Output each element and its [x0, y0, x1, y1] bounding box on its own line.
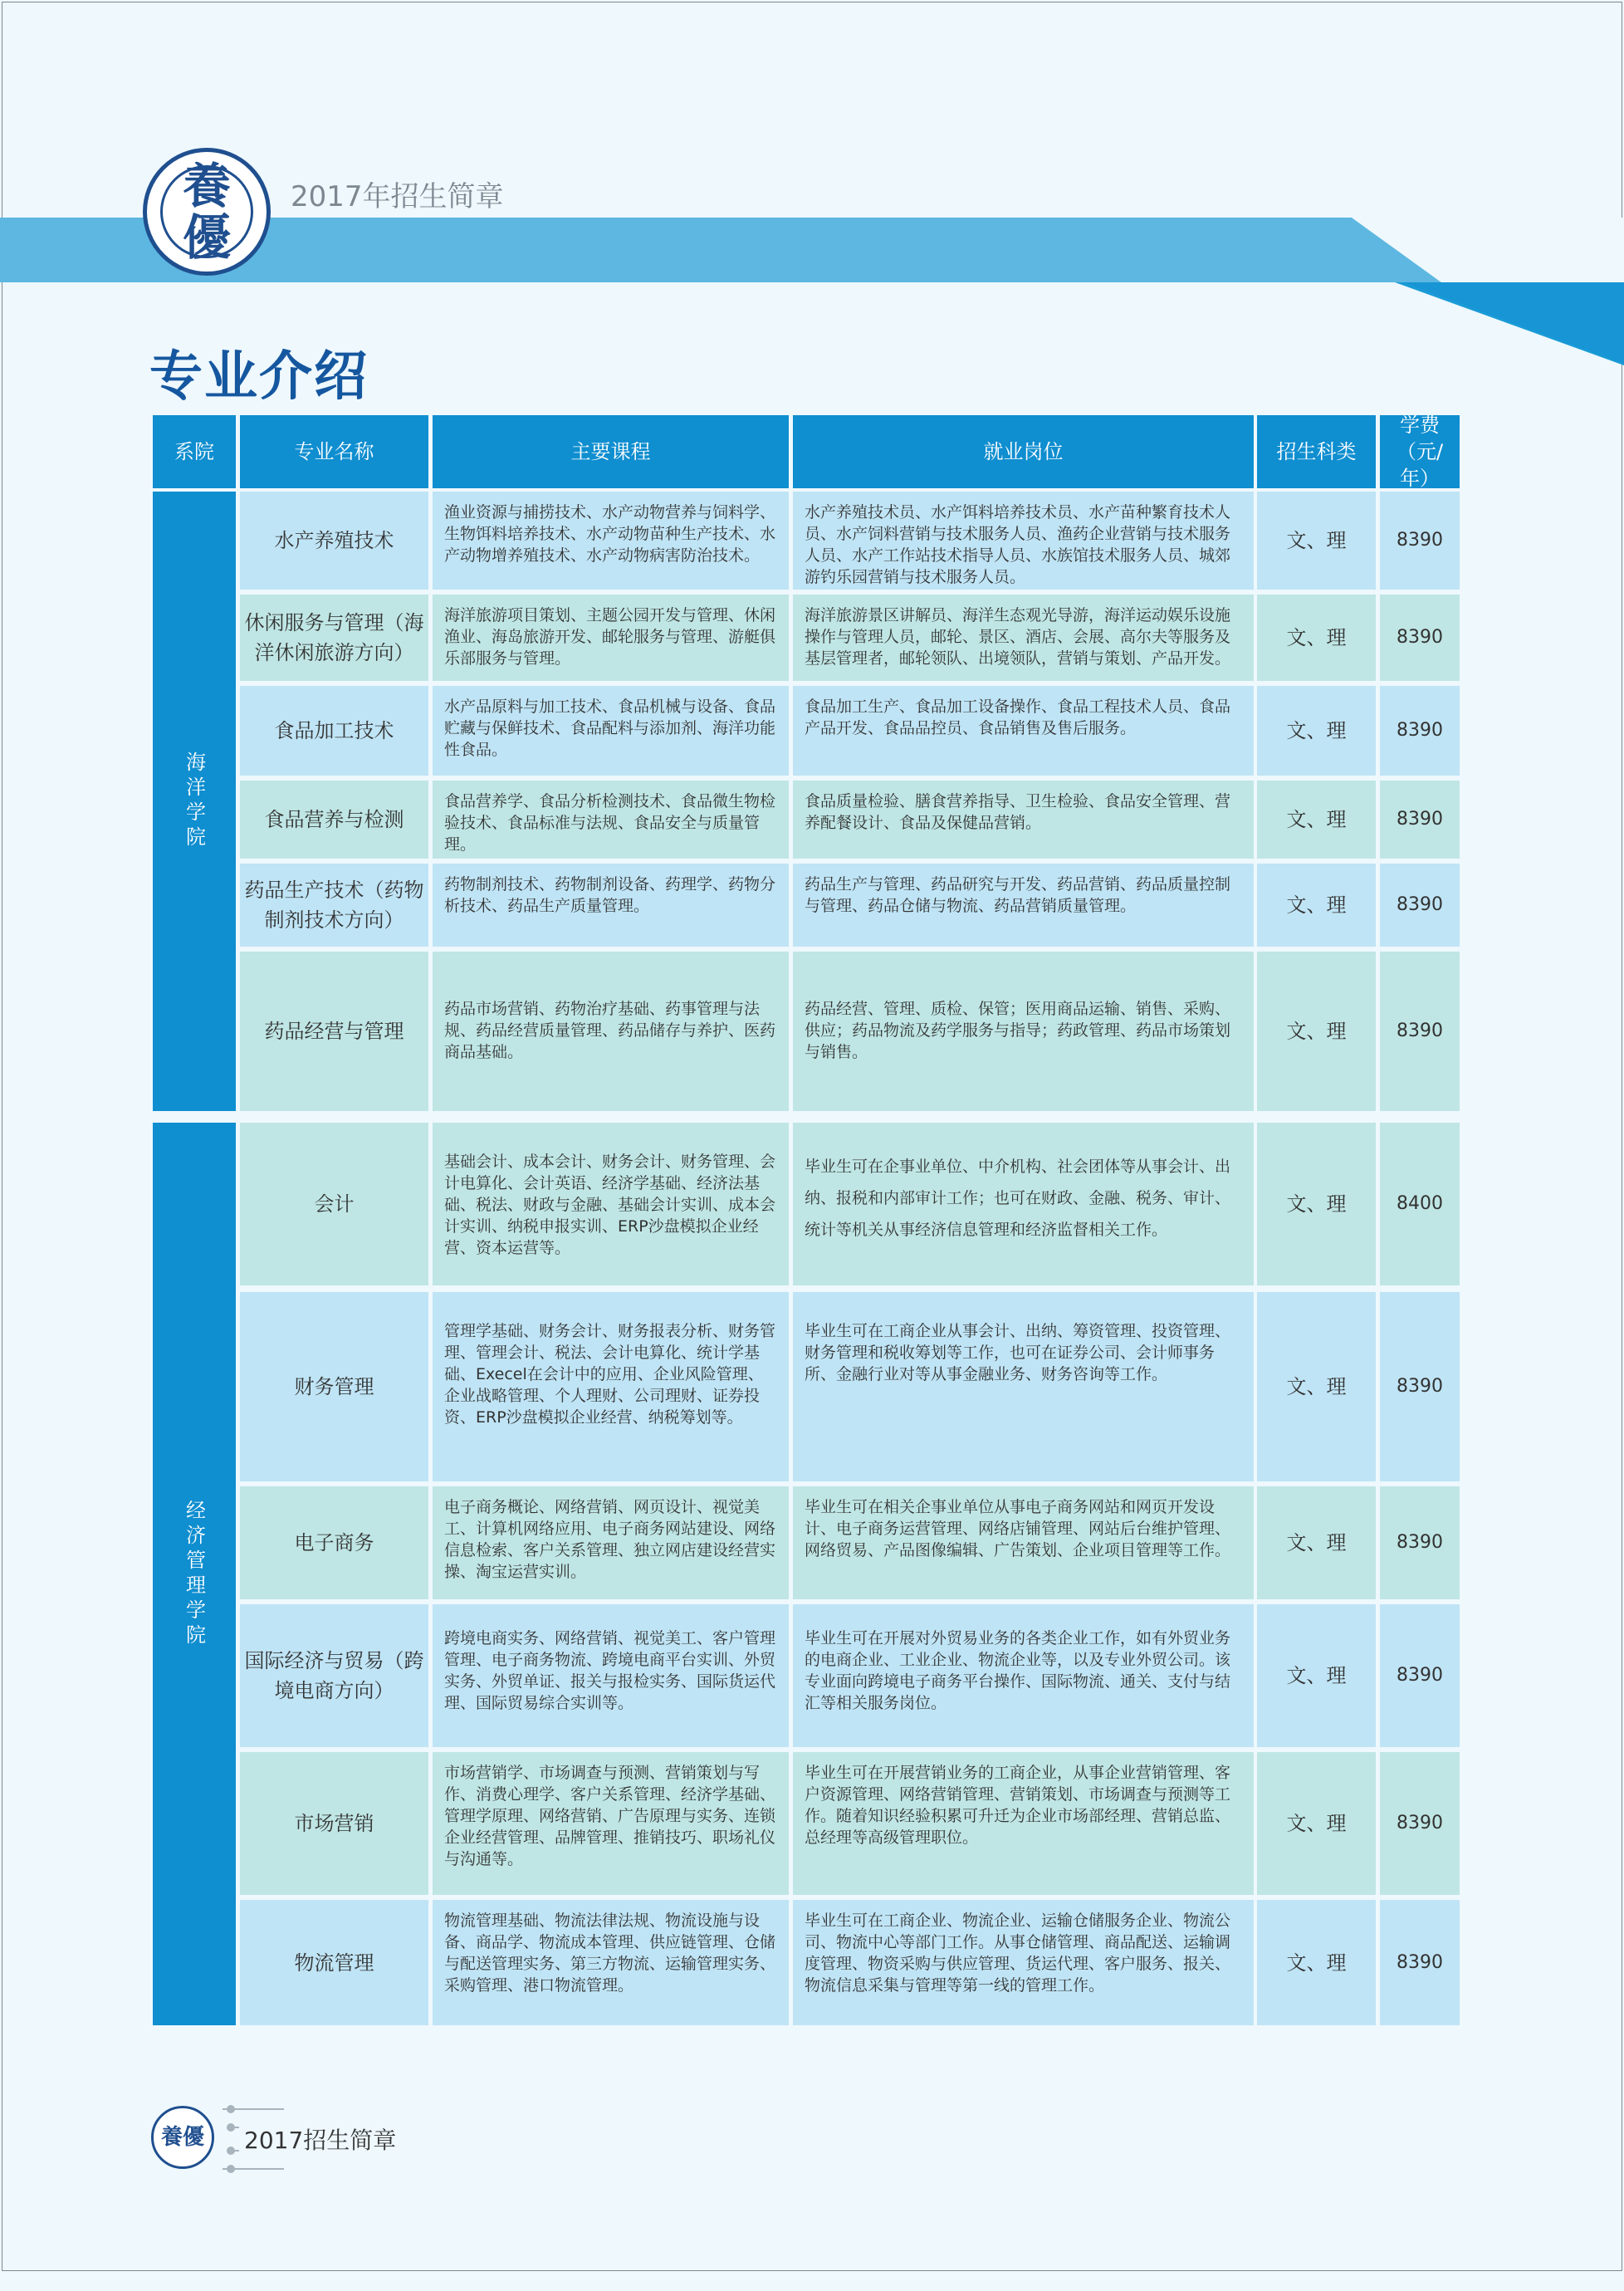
tuition-fee: 8390	[1380, 1604, 1460, 1747]
major-name: 药品经营与管理	[240, 952, 428, 1111]
admission-type: 文、理	[1257, 1486, 1376, 1599]
course-list: 物流管理基础、物流法律法规、物流设施与设备、商品学、物流成本管理、供应链管理、仓储与配送管理实务、第三方物流、运输管理实务、采购管理、港口物流管理。	[433, 1900, 789, 2025]
job-list: 毕业生可在工商企业从事会计、出纳、筹资管理、投资管理、财务管理和税收筹划等工作，也可在证券公司、会计师事务所、金融行业对等从事金融业务、财务咨询等工作。	[793, 1292, 1254, 1481]
header-type: 招生科类	[1257, 415, 1376, 488]
header-major: 专业名称	[240, 415, 428, 488]
header-college: 系院	[153, 415, 236, 488]
job-list: 毕业生可在相关企事业单位从事电子商务网站和网页开发设计、电子商务运营管理、网络店铺管理、网站后台维护管理、网络贸易、产品图像编辑、广告策划、企业项目管理等工作。	[793, 1486, 1254, 1599]
course-list: 药物制剂技术、药物制剂设备、药理学、药物分析技术、药品生产质量管理。	[433, 864, 789, 947]
footer-logo: 養優	[151, 2106, 214, 2169]
admission-type: 文、理	[1257, 686, 1376, 776]
admission-type: 文、理	[1257, 1752, 1376, 1895]
job-list: 水产养殖技术员、水产饵料培养技术员、水产苗种繁育技术人员、水产饲料营销与技术服务人员、渔药企业营销与技术服务人员、水产工作站技术指导人员、水族馆技术服务人员、城郊游钓乐园营销与技术服务人员。	[793, 492, 1254, 590]
tuition-fee: 8390	[1380, 595, 1460, 681]
tuition-fee: 8390	[1380, 492, 1460, 590]
job-list: 食品质量检验、膳食营养指导、卫生检验、食品安全管理、营养配餐设计、食品及保健品营销。	[793, 781, 1254, 859]
job-list: 药品经营、管理、质检、保管；医用商品运输、销售、采购、供应；药品物流及药学服务与指导；药政管理、药品市场策划与销售。	[793, 952, 1254, 1111]
course-list: 食品营养学、食品分析检测技术、食品微生物检验技术、食品标准与法规、食品安全与质量管理。	[433, 781, 789, 859]
major-name: 食品加工技术	[240, 686, 428, 776]
major-name: 水产养殖技术	[240, 492, 428, 590]
job-list: 毕业生可在企事业单位、中介机构、社会团体等从事会计、出纳、报税和内部审计工作；也可在财政、金融、税务、审计、统计等机关从事经济信息管理和经济监督相关工作。	[793, 1123, 1254, 1285]
course-list: 跨境电商实务、网络营销、视觉美工、客户管理管理、电子商务物流、跨境电商平台实训、外贸实务、外贸单证、报关与报检实务、国际货运代理、国际贸易综合实训等。	[433, 1604, 789, 1747]
major-name: 市场营销	[240, 1752, 428, 1895]
major-name: 国际经济与贸易（跨境电商方向）	[240, 1604, 428, 1747]
job-list: 毕业生可在工商企业、物流企业、运输仓储服务企业、物流公司、物流中心等部门工作。从事仓储管理、商品配送、运输调度管理、物资采购与供应管理、货运代理、客户服务、报关、物流信息采集与管理等第一线的管理工作。	[793, 1900, 1254, 2025]
major-name: 药品生产技术（药物制剂技术方向）	[240, 864, 428, 947]
college-ocean: 海洋学院	[153, 492, 236, 1111]
major-name: 电子商务	[240, 1486, 428, 1599]
course-list: 药品市场营销、药物治疗基础、药事管理与法规、药品经营质量管理、药品储存与养护、医药商品基础。	[433, 952, 789, 1111]
major-name: 财务管理	[240, 1292, 428, 1481]
major-name: 会计	[240, 1123, 428, 1285]
admission-type: 文、理	[1257, 1900, 1376, 2025]
admission-type: 文、理	[1257, 952, 1376, 1111]
tuition-fee: 8390	[1380, 1900, 1460, 2025]
course-list: 水产品原料与加工技术、食品机械与设备、食品贮藏与保鲜技术、食品配料与添加剂、海洋功能性食品。	[433, 686, 789, 776]
admission-type: 文、理	[1257, 595, 1376, 681]
section-title: 专业介绍	[149, 346, 369, 408]
header-jobs: 就业岗位	[793, 415, 1254, 488]
admission-type: 文、理	[1257, 781, 1376, 859]
tuition-fee: 8390	[1380, 952, 1460, 1111]
course-list: 渔业资源与捕捞技术、水产动物营养与饲料学、生物饵料培养技术、水产动物苗种生产技术、水产动物增养殖技术、水产动物病害防治技术。	[433, 492, 789, 590]
school-logo: 養優	[143, 148, 271, 276]
major-name: 食品营养与检测	[240, 781, 428, 859]
tuition-fee: 8390	[1380, 781, 1460, 859]
brochure-title: 2017年招生简章	[291, 180, 504, 213]
job-list: 食品加工生产、食品加工设备操作、食品工程技术人员、食品产品开发、食品品控员、食品销售及售后服务。	[793, 686, 1254, 776]
course-list: 海洋旅游项目策划、主题公园开发与管理、休闲渔业、海岛旅游开发、邮轮服务与管理、游艇俱乐部服务与管理。	[433, 595, 789, 681]
course-list: 市场营销学、市场调查与预测、营销策划与写作、消费心理学、客户关系管理、经济学基础、管理学原理、网络营销、广告原理与实务、连锁企业经营管理、品牌管理、推销技巧、职场礼仪与沟通等。	[433, 1752, 789, 1895]
tuition-fee: 8390	[1380, 864, 1460, 947]
tuition-fee: 8390	[1380, 1486, 1460, 1599]
header-fee: 学费（元/年）	[1380, 415, 1460, 488]
footer-brochure-title: 2017招生简章	[244, 2127, 397, 2154]
course-list: 管理学基础、财务会计、财务报表分析、财务管理、管理会计、税法、会计电算化、统计学基础、Execel在会计中的应用、企业风险管理、企业战略管理、个人理财、公司理财、证券投资、ERP沙盘模拟企业经营、纳税筹划等。	[433, 1292, 789, 1481]
job-list: 海洋旅游景区讲解员、海洋生态观光导游，海洋运动娱乐设施操作与管理人员，邮轮、景区、酒店、会展、高尔夫等服务及基层管理者，邮轮领队、出境领队，营销与策划、产品开发。	[793, 595, 1254, 681]
admission-type: 文、理	[1257, 492, 1376, 590]
admission-type: 文、理	[1257, 1123, 1376, 1285]
major-name: 休闲服务与管理（海洋休闲旅游方向）	[240, 595, 428, 681]
admission-type: 文、理	[1257, 1292, 1376, 1481]
college-economics: 经济管理学院	[153, 1123, 236, 2025]
tuition-fee: 8390	[1380, 1292, 1460, 1481]
job-list: 毕业生可在开展营销业务的工商企业，从事企业营销管理、客户资源管理、网络营销管理、营销策划、市场调查与预测等工作。随着知识经验积累可升迁为企业市场部经理、营销总监、总经理等高级管理职位。	[793, 1752, 1254, 1895]
tuition-fee: 8400	[1380, 1123, 1460, 1285]
tuition-fee: 8390	[1380, 1752, 1460, 1895]
course-list: 基础会计、成本会计、财务会计、财务管理、会计电算化、会计英语、经济学基础、经济法基础、税法、财政与金融、基础会计实训、成本会计实训、纳税申报实训、ERP沙盘模拟企业经营、资本运营等。	[433, 1123, 789, 1285]
job-list: 药品生产与管理、药品研究与开发、药品营销、药品质量控制与管理、药品仓储与物流、药品营销质量管理。	[793, 864, 1254, 947]
major-name: 物流管理	[240, 1900, 428, 2025]
job-list: 毕业生可在开展对外贸易业务的各类企业工作，如有外贸业务的电商企业、工业企业、物流企业等，以及专业外贸公司。该专业面向跨境电子商务平台操作、国际物流、通关、支付与结汇等相关服务岗位。	[793, 1604, 1254, 1747]
admission-type: 文、理	[1257, 864, 1376, 947]
tuition-fee: 8390	[1380, 686, 1460, 776]
header-courses: 主要课程	[433, 415, 789, 488]
admission-type: 文、理	[1257, 1604, 1376, 1747]
course-list: 电子商务概论、网络营销、网页设计、视觉美工、计算机网络应用、电子商务网站建设、网络信息检索、客户关系管理、独立网店建设经营实操、淘宝运营实训。	[433, 1486, 789, 1599]
